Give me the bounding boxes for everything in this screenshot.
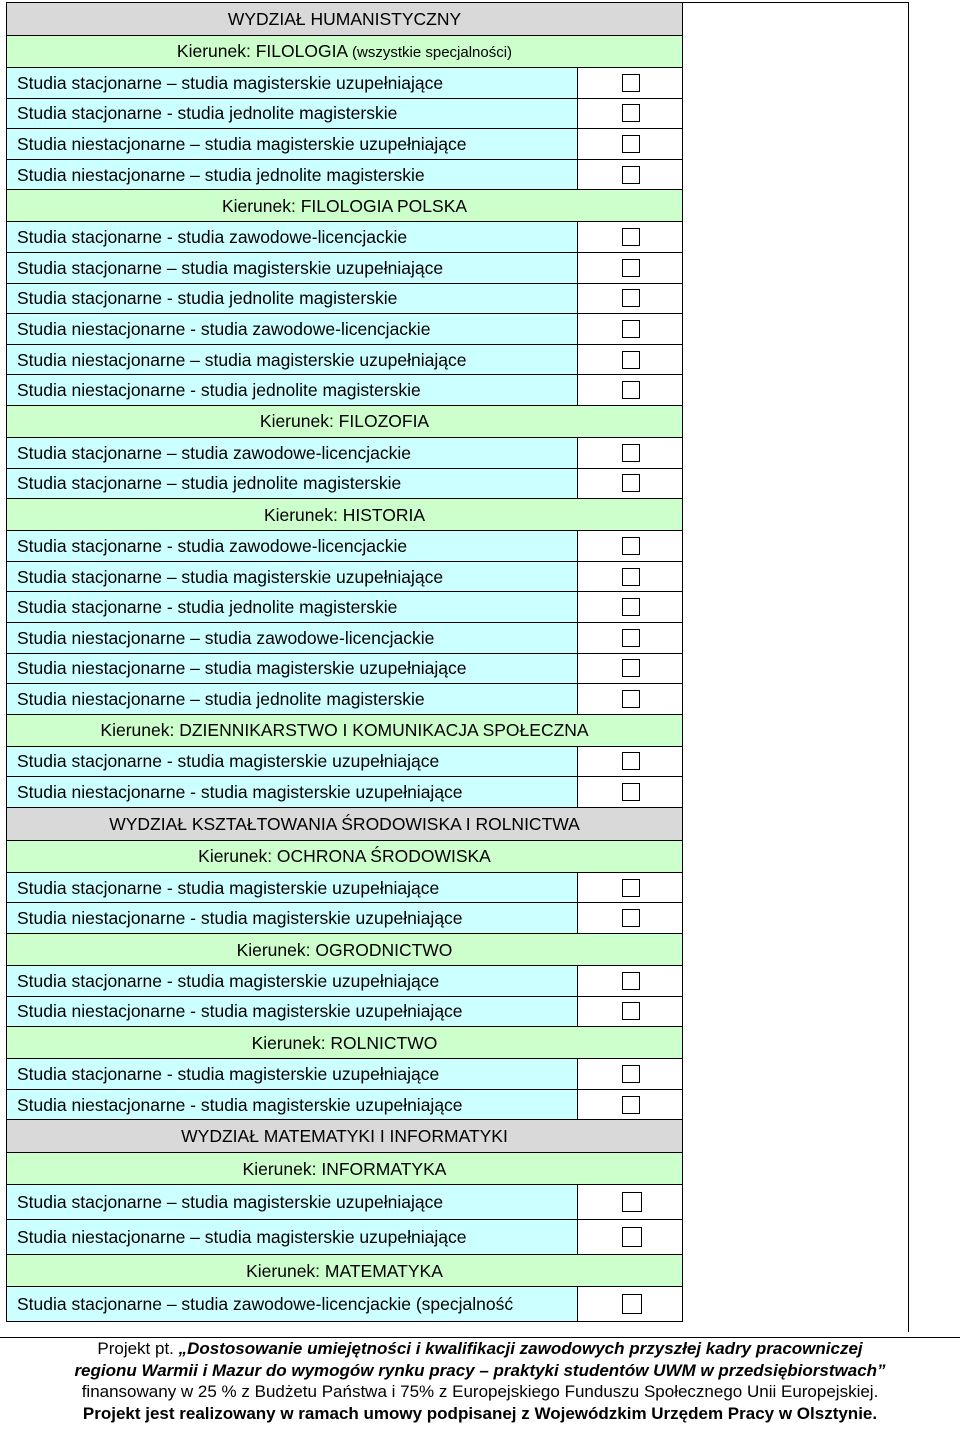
checkbox-cell — [578, 872, 683, 903]
study-mode-label: Studia niestacjonarne – studia jednolite magisterskie — [7, 684, 578, 715]
study-mode-row — [7, 129, 683, 160]
study-mode-checkbox[interactable] — [622, 1294, 642, 1314]
kierunek-name — [7, 1027, 683, 1059]
study-mode-checkbox[interactable] — [622, 752, 640, 770]
study-mode-row — [7, 653, 683, 684]
study-mode-label: Studia niestacjonarne - studia magisterskie uzupełniające — [7, 996, 578, 1027]
study-mode-row — [7, 561, 683, 592]
study-mode-checkbox[interactable] — [622, 320, 640, 338]
study-mode-row — [7, 314, 683, 345]
study-mode-row — [7, 996, 683, 1027]
study-mode-checkbox[interactable] — [622, 690, 640, 708]
study-mode-checkbox[interactable] — [622, 879, 640, 897]
top-border-line — [682, 2, 909, 3]
study-mode-row — [7, 252, 683, 283]
study-mode-row — [7, 746, 683, 777]
study-mode-checkbox[interactable] — [622, 444, 640, 462]
study-mode-row — [7, 375, 683, 406]
kierunek-header-row — [7, 405, 683, 437]
study-mode-label: Studia niestacjonarne – studia magisterskie uzupełniające — [7, 653, 578, 684]
study-mode-row — [7, 903, 683, 934]
study-mode-row — [7, 592, 683, 623]
study-mode-label: Studia stacjonarne – studia zawodowe-licencjackie (specjalność — [7, 1287, 578, 1322]
faculty-title: WYDZIAŁ MATEMATYKI I INFORMATYKI — [181, 1126, 508, 1147]
study-mode-checkbox[interactable] — [622, 568, 640, 586]
kierunek-header-row — [7, 1027, 683, 1059]
study-mode-label: Studia stacjonarne - studia jednolite magisterskie — [7, 98, 578, 129]
faculty-title: WYDZIAŁ HUMANISTYCZNY — [227, 9, 462, 29]
kierunek-name — [7, 1153, 683, 1185]
study-mode-checkbox[interactable] — [622, 1096, 640, 1114]
study-mode-row — [7, 966, 683, 997]
study-mode-label: Studia niestacjonarne - studia magisterskie uzupełniające — [7, 777, 578, 808]
study-mode-row — [7, 1185, 683, 1220]
study-mode-label: Studia stacjonarne - studia jednolite magisterskie — [7, 283, 578, 314]
faculty-title: WYDZIAŁ KSZTAŁTOWANIA ŚRODOWISKA I ROLNICTWA — [109, 813, 580, 834]
kierunek-name — [7, 1255, 683, 1287]
checkbox-cell — [578, 159, 683, 190]
study-mode-label: Studia niestacjonarne – studia jednolite magisterskie — [7, 159, 578, 190]
footer-line-4: Projekt jest realizowany w ramach umowy podpisanej z Wojewódzkim Urzędem Pracy w Olsztyniе. — [82, 1403, 878, 1423]
study-mode-label: Studia stacjonarne - studia magisterskie uzupełniające — [7, 746, 578, 777]
checkbox-cell — [578, 1185, 683, 1220]
kierunek-header-row — [7, 36, 683, 68]
study-mode-label: Studia stacjonarne – studia magisterskie uzupełniające — [7, 1185, 578, 1220]
faculty-name — [7, 3, 683, 36]
kierunek-header-row — [7, 190, 683, 222]
study-mode-row — [7, 1089, 683, 1120]
faculty-name — [7, 1120, 683, 1153]
study-mode-label: Studia stacjonarne – studia jednolite magisterskie — [7, 468, 578, 499]
study-mode-row — [7, 98, 683, 129]
kierunek-title: Kierunek: DZIENNIKARSTWO I KOMUNIKACJA SPOŁECZNA — [100, 720, 589, 741]
kierunek-header-row — [7, 499, 683, 531]
study-mode-row — [7, 468, 683, 499]
kierunek-name — [7, 36, 683, 68]
study-mode-label: Studia niestacjonarne – studia magisterskie uzupełniające — [7, 344, 578, 375]
study-mode-row — [7, 684, 683, 715]
kierunek-title: Kierunek: HISTORIA — [263, 504, 426, 525]
study-mode-label: Studia niestacjonarne – studia magisterskie uzupełniające — [7, 1220, 578, 1255]
checkbox-cell — [578, 684, 683, 715]
kierunek-name — [7, 840, 683, 872]
checkbox-cell — [578, 966, 683, 997]
checkbox-cell — [578, 1220, 683, 1255]
checkbox-cell — [578, 1059, 683, 1090]
study-mode-row — [7, 872, 683, 903]
kierunek-name — [7, 714, 683, 746]
study-mode-checkbox[interactable] — [622, 228, 640, 246]
checkbox-cell — [578, 283, 683, 314]
study-mode-label: Studia niestacjonarne - studia magisterskie uzupełniające — [7, 903, 578, 934]
footer-line-3: finansowany w 25 % z Budżetu Państwa i 75% z Europejskiego Funduszu Społecznego Unii Europejskiej. — [81, 1382, 879, 1401]
study-mode-row — [7, 622, 683, 653]
kierunek-name — [7, 190, 683, 222]
study-mode-row — [7, 283, 683, 314]
study-mode-label: Studia niestacjonarne – studia magisterskie uzupełniające — [7, 129, 578, 160]
study-mode-checkbox[interactable] — [622, 1065, 640, 1083]
study-mode-checkbox[interactable] — [622, 1002, 640, 1020]
checkbox-cell — [578, 222, 683, 253]
kierunek-title: Kierunek: ROLNICTWO — [251, 1032, 438, 1053]
study-mode-checkbox[interactable] — [622, 1227, 642, 1247]
study-mode-row — [7, 1287, 683, 1322]
study-mode-checkbox[interactable] — [622, 1192, 642, 1212]
study-mode-label: Studia stacjonarne – studia magisterskie uzupełniające — [7, 252, 578, 283]
study-mode-label: Studia stacjonarne – studia zawodowe-licencjackie — [7, 437, 578, 468]
study-mode-row — [7, 531, 683, 562]
project-footer — [0, 1337, 960, 1424]
checkbox-cell — [578, 1089, 683, 1120]
checkbox-cell — [578, 903, 683, 934]
kierunek-header-row — [7, 934, 683, 966]
checkbox-cell — [578, 746, 683, 777]
kierunek-name — [7, 405, 683, 437]
kierunek-header-row — [7, 1153, 683, 1185]
faculty-header-row — [7, 807, 683, 840]
study-mode-checkbox[interactable] — [622, 104, 640, 122]
study-mode-label: Studia stacjonarne - studia zawodowe-licencjackie — [7, 531, 578, 562]
checkbox-cell — [578, 531, 683, 562]
kierunek-name — [7, 934, 683, 966]
kierunek-header-row — [7, 714, 683, 746]
study-mode-label: Studia niestacjonarne – studia zawodowe-licencjackie — [7, 622, 578, 653]
study-mode-row — [7, 777, 683, 808]
kierunek-title: Kierunek: FILOZOFIA — [259, 411, 430, 432]
study-mode-checkbox[interactable] — [622, 598, 640, 616]
checkbox-cell — [578, 1287, 683, 1322]
checkbox-cell — [578, 777, 683, 808]
study-mode-row — [7, 68, 683, 99]
checkbox-cell — [578, 622, 683, 653]
study-mode-table — [6, 2, 683, 1322]
study-mode-checkbox[interactable] — [622, 909, 640, 927]
study-mode-row — [7, 437, 683, 468]
study-mode-checkbox[interactable] — [622, 166, 640, 184]
study-mode-row — [7, 344, 683, 375]
kierunek-title: Kierunek: FILOLOGIA POLSKA — [221, 195, 468, 216]
study-mode-checkbox[interactable] — [622, 972, 640, 990]
checkbox-cell — [578, 561, 683, 592]
study-mode-checkbox[interactable] — [622, 351, 640, 369]
footer-line-1 — [0, 1338, 960, 1360]
study-mode-label: Studia stacjonarne - studia magisterskie uzupełniające — [7, 966, 578, 997]
footer-project-title: „Dostosowanie umiejętności i kwalifikacji zawodowych przyszłej kadry pracowniczej — [178, 1339, 863, 1358]
study-mode-checkbox[interactable] — [622, 289, 640, 307]
study-mode-label: Studia stacjonarne – studia magisterskie uzupełniające — [7, 68, 578, 99]
kierunek-title: Kierunek: OGRODNICTWO — [236, 939, 453, 960]
kierunek-title: Kierunek: INFORMATYKA — [242, 1158, 447, 1179]
checkbox-cell — [578, 344, 683, 375]
kierunek-title: Kierunek: MATEMATYKA — [246, 1260, 443, 1281]
study-mode-checkbox[interactable] — [622, 629, 640, 647]
study-mode-checkbox[interactable] — [622, 783, 640, 801]
kierunek-header-row — [7, 1255, 683, 1287]
checkbox-cell — [578, 314, 683, 345]
faculty-name — [7, 807, 683, 840]
study-mode-row — [7, 222, 683, 253]
footer-line-2: regionu Warmii i Mazur do wymogów rynku pracy – praktyki studentów UWM w przedsiębiorstwach” — [74, 1360, 886, 1380]
study-mode-label: Studia stacjonarne - studia magisterskie uzupełniające — [7, 1059, 578, 1090]
study-mode-row — [7, 159, 683, 190]
study-mode-checkbox[interactable] — [622, 74, 640, 92]
study-mode-checkbox[interactable] — [622, 381, 640, 399]
study-mode-label: Studia stacjonarne - studia zawodowe-licencjackie — [7, 222, 578, 253]
study-mode-label: Studia niestacjonarne - studia zawodowe-licencjackie — [7, 314, 578, 345]
kierunek-note: (wszystkie specjalności) — [352, 43, 513, 61]
study-mode-checkbox[interactable] — [622, 474, 640, 492]
kierunek-title: Kierunek: FILOLOGIA — [176, 40, 348, 61]
kierunek-title: Kierunek: OCHRONA ŚRODOWISKA — [198, 846, 491, 867]
checkbox-cell — [578, 468, 683, 499]
checkbox-cell — [578, 592, 683, 623]
study-mode-row — [7, 1220, 683, 1255]
study-mode-label: Studia stacjonarne - studia magisterskie uzupełniające — [7, 872, 578, 903]
study-mode-checkbox[interactable] — [622, 135, 640, 153]
checkbox-cell — [578, 252, 683, 283]
study-mode-label: Studia niestacjonarne - studia magisterskie uzupełniające — [7, 1089, 578, 1120]
study-mode-checkbox[interactable] — [622, 537, 640, 555]
study-mode-row — [7, 1059, 683, 1090]
study-mode-label: Studia stacjonarne – studia magisterskie uzupełniające — [7, 561, 578, 592]
checkbox-cell — [578, 375, 683, 406]
study-mode-checkbox[interactable] — [622, 259, 640, 277]
kierunek-header-row — [7, 840, 683, 872]
checkbox-cell — [578, 68, 683, 99]
checkbox-cell — [578, 98, 683, 129]
study-mode-table-body — [7, 3, 683, 1322]
kierunek-name — [7, 499, 683, 531]
study-mode-label: Studia niestacjonarne - studia jednolite magisterskie — [7, 375, 578, 406]
checkbox-cell — [578, 996, 683, 1027]
footer-prefix: Projekt pt. — [97, 1339, 179, 1358]
right-border-line — [908, 2, 909, 1332]
faculty-header-row — [7, 1120, 683, 1153]
checkbox-cell — [578, 653, 683, 684]
study-mode-checkbox[interactable] — [622, 659, 640, 677]
faculty-header-row — [7, 3, 683, 36]
checkbox-cell — [578, 437, 683, 468]
study-mode-label: Studia stacjonarne - studia jednolite magisterskie — [7, 592, 578, 623]
checkbox-cell — [578, 129, 683, 160]
